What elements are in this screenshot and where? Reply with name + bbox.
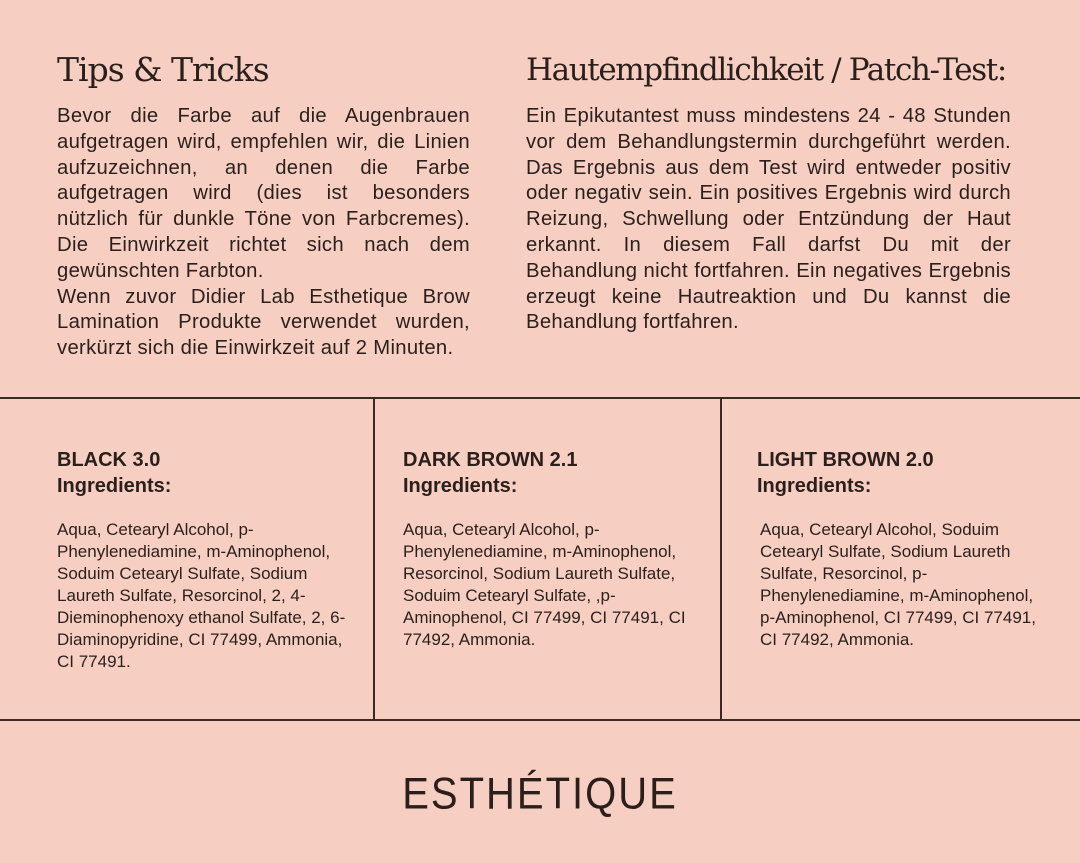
product-light-brown (757, 447, 1047, 651)
product-name: BLACK 3.0 (57, 449, 161, 471)
column-divider (720, 399, 722, 719)
ingredients-label: Ingredients: (57, 475, 172, 497)
column-divider (373, 399, 375, 719)
brand-logo: ESTHÉTIQUE (402, 769, 678, 819)
ingredients-table (0, 397, 1080, 721)
tips-section (57, 48, 470, 362)
ingredients-list: Aqua, Cetearyl Alcohol, p-Phenylenediamine, m-Aminophenol, Soduim Cetearyl Sulfate, Sodium Laureth Sulfate, Resorcinol, 2, 4-Dieminophenoxy ethanol Sulfate, 2, 6-Diaminopyridine, CI 77499, Ammonia, CI 77491. (57, 520, 346, 671)
ingredients-label: Ingredients: (403, 475, 518, 497)
ingredients-label: Ingredients: (757, 475, 872, 497)
tips-paragraph-1: Bevor die Farbe auf die Augenbrauen aufgetragen wird, empfehlen wir, die Linien aufzuzeichnen, an denen die Farbe aufgetragen wird (dies ist besonders nützlich für dunkle Töne von Farbcremes). Die Einwirkzeit richtet sich nach dem gewünschten Farbton. (57, 105, 470, 282)
product-name: DARK BROWN 2.1 (403, 449, 578, 471)
patch-test-paragraph: Ein Epikutantest muss mindestens 24 - 48 Stunden vor dem Behandlungstermin durchgeführt werden. Das Ergebnis aus dem Test wird entweder positiv oder negativ sein. Ein positives Ergebnis wird durch Reizung, Schwellung oder Entzündung der Haut erkannt. In diesem Fall darfst Du mit der Behandlung nicht fortfahren. Ein negatives Ergebnis erzeugt keine Hautreaktion und Du kannst die Behandlung fortfahren. (526, 105, 1011, 334)
ingredients-list: Aqua, Cetearyl Alcohol, Soduim Cetearyl Sulfate, Sodium Laureth Sulfate, Resorcinol, p-Phenylenediamine, m-Aminophenol, p-Aminophenol, CI 77499, CI 77491, CI 77492, Ammonia. (760, 520, 1036, 649)
product-dark-brown (403, 447, 693, 651)
patch-test-title: Hautempfindlichkeit / Patch-Test: (526, 52, 1006, 88)
patch-test-section (526, 48, 1011, 336)
tips-title: Tips & Tricks (57, 50, 269, 89)
product-black (57, 447, 347, 673)
product-name: LIGHT BROWN 2.0 (757, 449, 934, 471)
ingredients-list: Aqua, Cetearyl Alcohol, p-Phenylenediamine, m-Aminophenol, Resorcinol, Sodium Laureth Sulfate, Soduim Cetearyl Sulfate, ,p-Aminophenol, CI 77499, CI 77491, CI 77492, Ammonia. (403, 520, 686, 649)
tips-paragraph-2: Wenn zuvor Didier Lab Esthetique Brow Lamination Produkte verwendet wurden, verkürzt sich die Einwirkzeit auf 2 Minuten. (57, 285, 470, 360)
